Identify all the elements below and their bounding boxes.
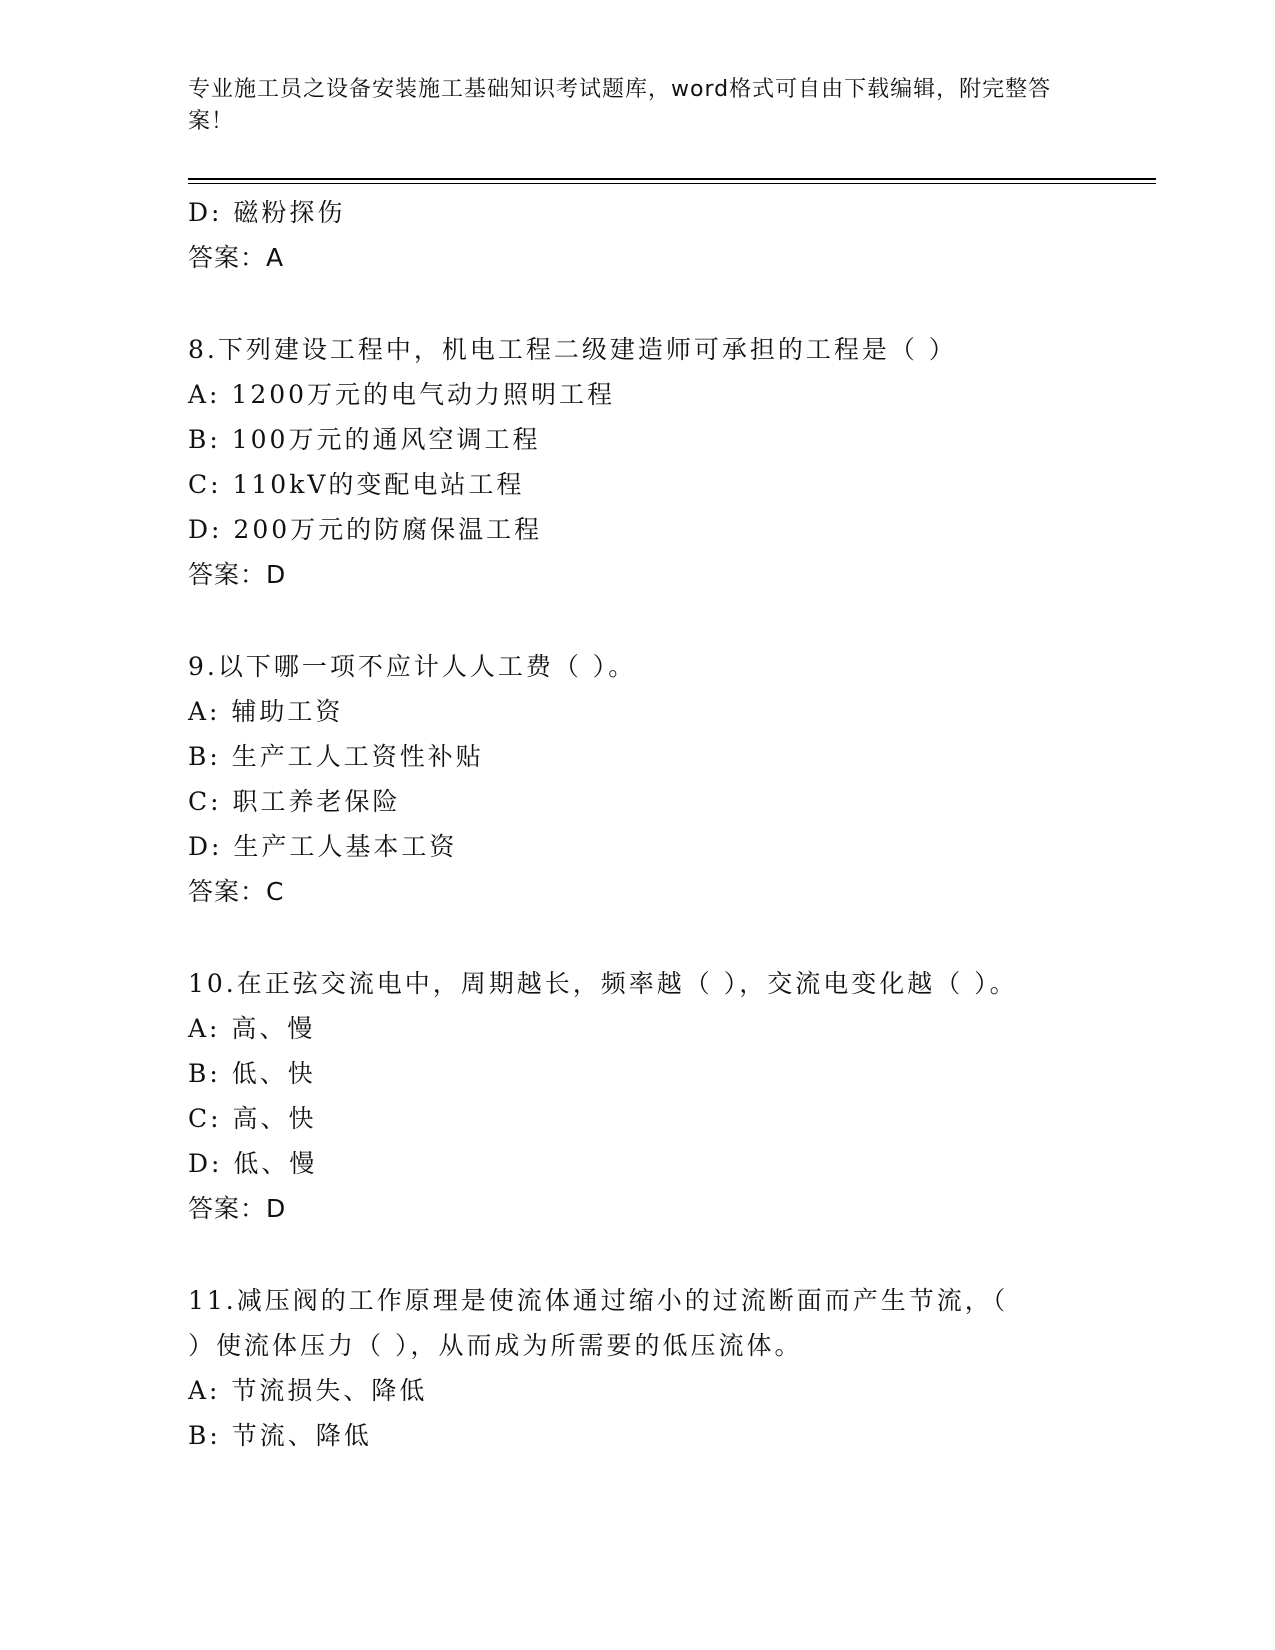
question-list	[188, 190, 1128, 1458]
header-rule-thin	[188, 183, 1156, 184]
option-d: D: 低、慢	[188, 1149, 318, 1178]
option-a: A: 1200万元的电气动力照明工程	[188, 380, 616, 409]
option-d: D: 磁粉探伤	[188, 198, 346, 227]
option-c: C: 110kV的变配电站工程	[188, 470, 525, 499]
question-stem-line-1: 11.减压阀的工作原理是使流体通过缩小的过流断面而产生节流，（	[188, 1286, 1009, 1315]
option-a: A: 节流损失、降低	[188, 1376, 428, 1405]
option-d: D: 生产工人基本工资	[188, 832, 458, 861]
question-9	[188, 644, 1128, 914]
option-b: B: 节流、降低	[188, 1421, 372, 1450]
document-header	[188, 74, 1068, 138]
option-d: D: 200万元的防腐保温工程	[188, 515, 543, 544]
option-b: B: 生产工人工资性补贴	[188, 742, 484, 771]
option-a: A: 辅助工资	[188, 697, 344, 726]
question-stem: 9.以下哪一项不应计人人工费（ ）。	[188, 652, 637, 681]
header-title: 专业施工员之设备安装施工基础知识考试题库，word格式可自由下载编辑，附完整答案！	[188, 77, 1052, 134]
question-stem: 8.下列建设工程中，机电工程二级建造师可承担的工程是（ ）	[188, 335, 957, 364]
question-stem-line-2: ）使流体压力（ ），从而成为所需要的低压流体。	[188, 1331, 803, 1360]
option-c: C: 高、快	[188, 1104, 317, 1133]
question-11	[188, 1278, 1128, 1458]
option-b: B: 100万元的通风空调工程	[188, 425, 541, 454]
option-b: B: 低、快	[188, 1059, 316, 1088]
option-a: A: 高、慢	[188, 1014, 316, 1043]
question-10	[188, 961, 1128, 1231]
question-8	[188, 327, 1128, 597]
answer: 答案：D	[188, 560, 287, 589]
question-stem: 10.在正弦交流电中，周期越长，频率越（ ），交流电变化越（ ）。	[188, 969, 1018, 998]
answer: 答案：D	[188, 1194, 287, 1223]
answer: 答案：A	[188, 243, 285, 272]
answer: 答案：C	[188, 877, 285, 906]
header-rule-thick	[188, 178, 1156, 180]
option-c: C: 职工养老保险	[188, 787, 401, 816]
